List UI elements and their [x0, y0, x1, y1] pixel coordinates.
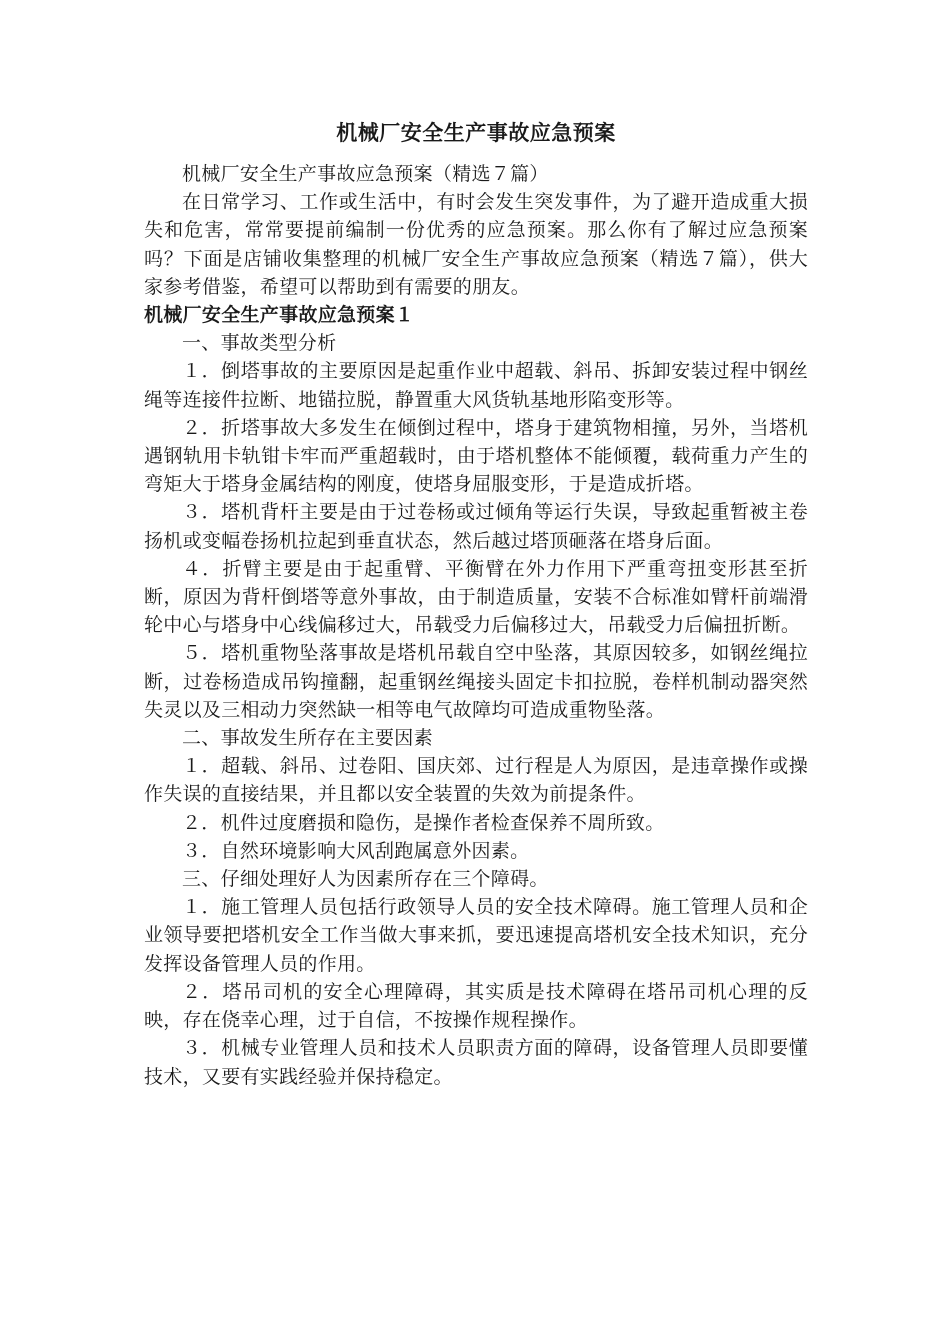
subheading-main-factors: 二、事故发生所存在主要因素	[182, 727, 433, 750]
document-page	[144, 112, 808, 1091]
paragraph-item: ３．塔机背杆主要是由于过卷杨或过倾角等运行失误，导致起重暂被主卷扬机或变幅卷扬机拉起到垂直状态，然后越过塔顶砸落在塔身后面。	[144, 501, 808, 552]
paragraph-item: ２．机件过度磨损和隐伤，是操作者检查保养不周所致。	[182, 811, 665, 834]
paragraph-item: １．倒塔事故的主要原因是起重作业中超载、斜吊、拆卸安装过程中钢丝绳等连接件拉断、地锚拉脱，静置重大风货轨基地形陷变形等。	[144, 360, 808, 411]
subheading-accident-types: 一、事故类型分析	[182, 332, 337, 355]
paragraph-item: １．施工管理人员包括行政领导人员的安全技术障碍。施工管理人员和企业领导要把塔机安全工作当做大事来抓，要迅速提高塔机安全技术知识，充分发挥设备管理人员的作用。	[144, 896, 808, 975]
paragraph-subtitle: 机械厂安全生产事故应急预案（精选７篇）	[182, 163, 549, 185]
paragraph-intro: 在日常学习、工作或生活中，有时会发生突发事件，为了避开造成重大损失和危害，常常要提前编制一份优秀的应急预案。那么你有了解过应急预案吗？下面是店铺收集整理的机械厂安全生产事故应急预案（精选７篇），供大家参考借鉴，希望可以帮助到有需要的朋友。	[144, 191, 808, 298]
paragraph-item: ３．机械专业管理人员和技术人员职责方面的障碍，设备管理人员即要懂技术，又要有实践经验并保持稳定。	[144, 1037, 808, 1088]
paragraph-item: ２．塔吊司机的安全心理障碍，其实质是技术障碍在塔吊司机心理的反映，存在侥幸心理，过于自信，不按操作规程操作。	[144, 980, 808, 1032]
paragraph-item: １．超载、斜吊、过卷阳、国庆郊、过行程是人为原因，是违章操作或操作失误的直接结果，并且都以安全装置的失效为前提条件。	[144, 755, 808, 806]
paragraph-item: ２．折塔事故大多发生在倾倒过程中，塔身于建筑物相撞，另外，当塔机遇钢轨用卡轨钳卡牢而严重超载时，由于塔机整体不能倾覆，载荷重力产生的弯矩大于塔身金属结构的刚度，使塔身屈服变形，于是造成折塔。	[144, 416, 808, 496]
paragraph-item: ３．自然环境影响大风刮跑属意外因素。	[182, 839, 530, 862]
paragraph-item: ５．塔机重物坠落事故是塔机吊载自空中坠落，其原因较多，如钢丝绳拉断，过卷杨造成吊钩撞翻，起重钢丝绳接头固定卡扣拉脱，卷样机制动器突然失灵以及三相动力突然缺一相等电气故障均可造成重物坠落。	[144, 642, 808, 721]
paragraph-item: ４．折臂主要是由于起重臂、平衡臂在外力作用下严重弯扭变形甚至折断，原因为背杆倒塔等意外事故，由于制造质量，安装不合标准如臂杆前端滑轮中心与塔身中心线偏移过大，吊载受力后偏移过大，吊载受力后偏扭折断。	[144, 557, 808, 637]
subheading-human-factors: 三、仔细处理好人为因素所存在三个障碍。	[182, 868, 549, 891]
document-title: 机械厂安全生产事故应急预案	[336, 121, 616, 145]
section-heading: 机械厂安全生产事故应急预案１	[144, 304, 415, 327]
